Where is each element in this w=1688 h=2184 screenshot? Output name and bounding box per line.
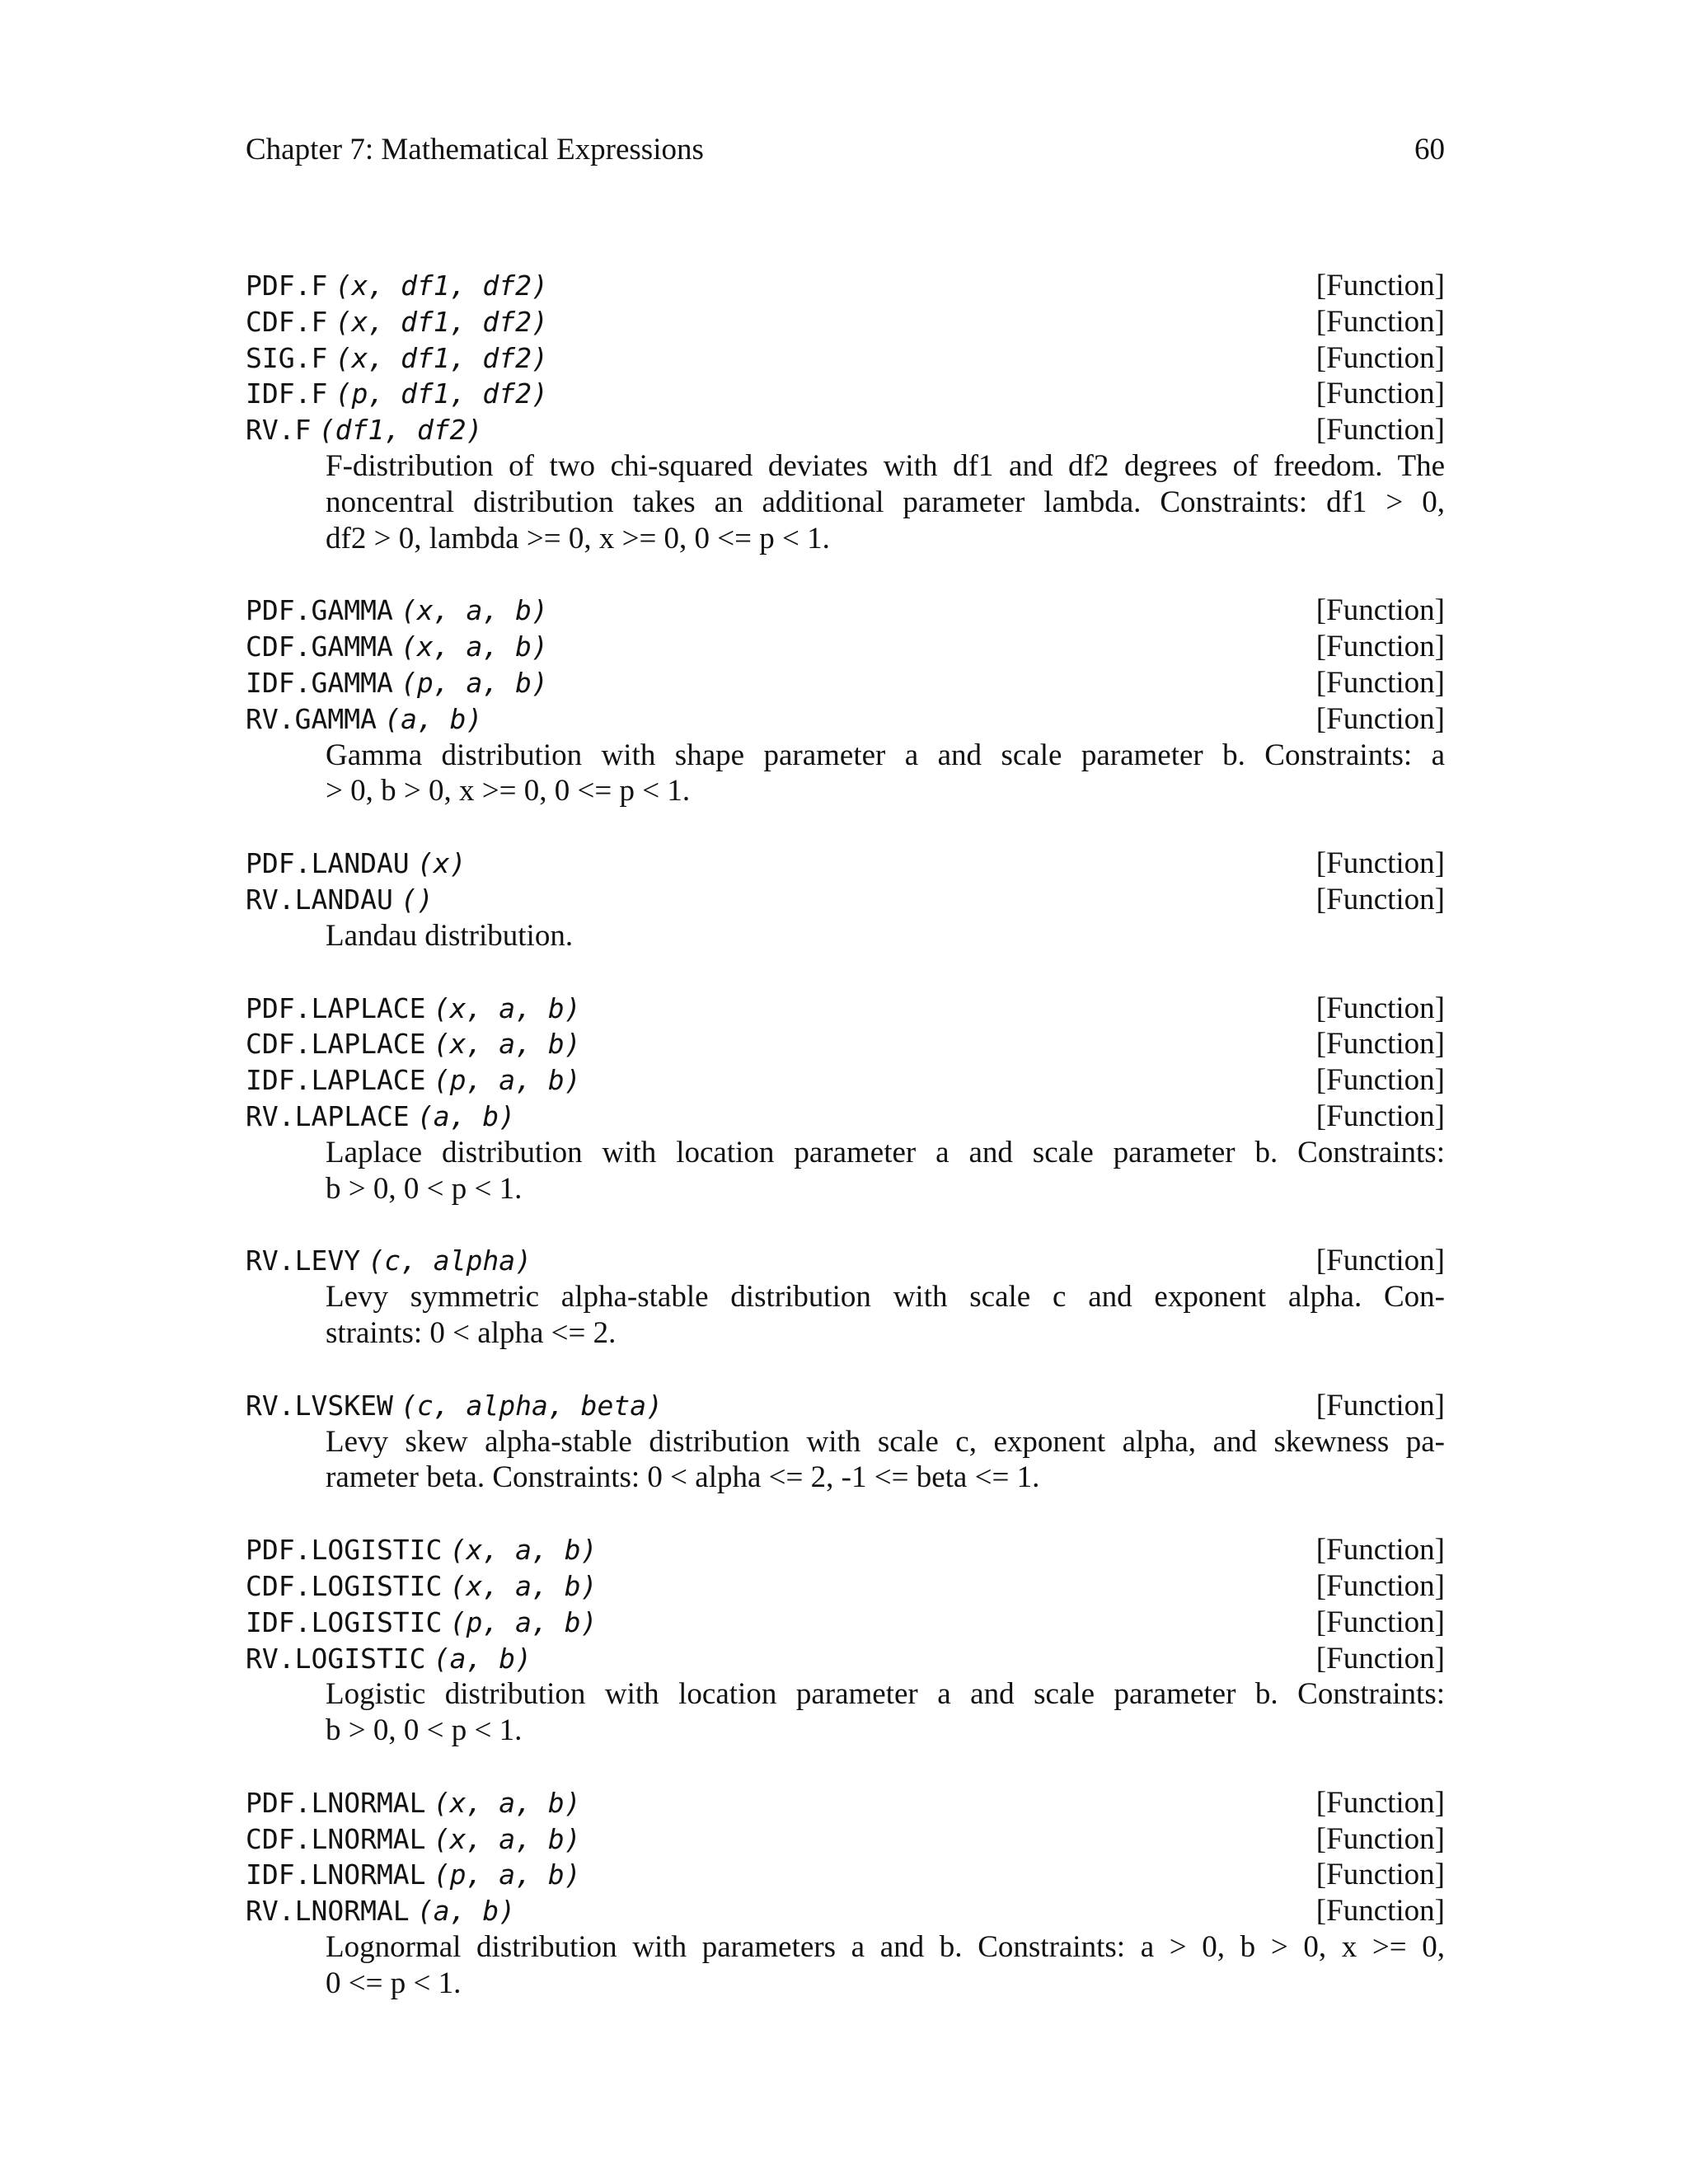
function-category: [Function] [1315, 1568, 1445, 1603]
description-line: Levy symmetric alpha-stable distribution with scale c and exponent alpha. Con- [326, 1280, 1445, 1315]
function-signature [246, 304, 548, 340]
description-line: Gamma distribution with shape parameter a and scale parameter b. Constraints: a [326, 738, 1445, 772]
function-category: [Function] [1315, 593, 1445, 628]
description-line: > 0, b > 0, x >= 0, 0 <= p < 1. [326, 774, 691, 808]
function-signature [246, 1568, 597, 1605]
function-name: PDF.LAPLACE [246, 991, 426, 1024]
entry-lognormal-distribution [246, 1785, 1445, 2002]
chapter-title: Chapter 7: Mathematical Expressions [246, 133, 704, 166]
function-category: [Function] [1315, 665, 1445, 700]
function-name: PDF.LNORMAL [246, 1786, 426, 1819]
function-signature [246, 1893, 515, 1929]
function-definition [246, 629, 1445, 665]
function-definition [246, 268, 1445, 304]
function-params: (a, b) [416, 1099, 516, 1132]
entry-laplace-distribution [246, 991, 1445, 1207]
function-category: [Function] [1315, 269, 1445, 302]
description-line: straints: 0 < alpha <= 2. [326, 1315, 617, 1350]
function-category: [Function] [1315, 1388, 1445, 1422]
function-signature [246, 376, 548, 412]
function-params: (c, alpha, beta) [401, 1389, 663, 1422]
function-signature [246, 1388, 663, 1424]
function-category: [Function] [1315, 991, 1445, 1025]
description-line: b > 0, 0 < p < 1. [326, 1713, 523, 1748]
function-description [326, 1279, 1445, 1352]
entry-logistic-distribution [246, 1532, 1445, 1749]
description-line: noncentral distribution takes an additional parameter lambda. Constraints: df1 > 0, [326, 485, 1445, 519]
function-description [326, 1135, 1445, 1207]
entry-landau-distribution [246, 846, 1445, 954]
function-name: CDF.LAPLACE [246, 1028, 426, 1061]
function-params: (x, df1, df2) [335, 341, 548, 374]
function-definition [246, 701, 1445, 738]
function-definition [246, 412, 1445, 448]
function-name: CDF.LNORMAL [246, 1822, 426, 1855]
function-definition [246, 1893, 1445, 1929]
function-definition [246, 882, 1445, 918]
description-line: b > 0, 0 < p < 1. [326, 1171, 523, 1206]
entry-levy-distribution [246, 1243, 1445, 1351]
function-definition [246, 1243, 1445, 1279]
entry-gamma-distribution [246, 593, 1445, 809]
function-signature [246, 701, 482, 738]
function-name: RV.LNORMAL [246, 1895, 410, 1928]
function-name: PDF.LOGISTIC [246, 1534, 443, 1567]
function-signature [246, 412, 482, 448]
function-params: (x, a, b) [401, 594, 548, 627]
function-params: (x, a, b) [433, 991, 581, 1024]
function-signature [246, 1243, 532, 1279]
function-params: (p, a, b) [433, 1064, 581, 1097]
function-signature [246, 846, 467, 882]
function-category: [Function] [1315, 377, 1445, 411]
function-signature [246, 629, 548, 665]
function-name: CDF.GAMMA [246, 630, 393, 663]
function-params: (p, df1, df2) [335, 377, 548, 410]
function-definition [246, 1388, 1445, 1424]
function-signature [246, 1532, 597, 1568]
function-params: (x, df1, df2) [335, 305, 548, 338]
function-params: (p, a, b) [401, 666, 548, 699]
function-category: [Function] [1315, 701, 1445, 736]
function-signature [246, 1026, 581, 1062]
function-signature [246, 1099, 515, 1135]
function-category: [Function] [1315, 1785, 1445, 1820]
description-line: df2 > 0, lambda >= 0, x >= 0, 0 <= p < 1. [326, 521, 830, 555]
description-line: Levy skew alpha-stable distribution with scale c, exponent alpha, and skewness pa- [326, 1424, 1445, 1459]
function-definition [246, 1785, 1445, 1821]
function-definition [246, 304, 1445, 340]
function-reference [246, 268, 1445, 2038]
function-definition [246, 1062, 1445, 1099]
function-definition [246, 1605, 1445, 1641]
function-params: (x, a, b) [433, 1028, 581, 1061]
description-line: Laplace distribution with location parameter a and scale parameter b. Constraints: [326, 1135, 1445, 1169]
function-signature [246, 268, 548, 304]
function-name: PDF.F [246, 269, 328, 302]
description-line: Logistic distribution with location parameter a and scale parameter b. Constraints: [326, 1677, 1445, 1712]
function-signature [246, 665, 548, 701]
function-category: [Function] [1315, 413, 1445, 448]
function-category: [Function] [1315, 1894, 1445, 1929]
function-signature [246, 1821, 581, 1858]
function-name: IDF.LAPLACE [246, 1064, 426, 1097]
function-params: (x, a, b) [433, 1786, 581, 1819]
function-category: [Function] [1315, 304, 1445, 339]
function-category: [Function] [1315, 340, 1445, 375]
function-params: () [401, 883, 434, 916]
function-category: [Function] [1315, 1605, 1445, 1639]
function-signature [246, 593, 548, 629]
function-params: (x, a, b) [401, 630, 548, 663]
function-definition [246, 340, 1445, 377]
function-params: (x, a, b) [433, 1822, 581, 1855]
function-name: RV.LOGISTIC [246, 1642, 426, 1675]
function-category: [Function] [1315, 882, 1445, 916]
entry-f-distribution [246, 268, 1445, 556]
page-number: 60 [1414, 133, 1445, 166]
function-params: (df1, df2) [318, 414, 483, 447]
function-params: (a, b) [433, 1642, 532, 1675]
function-description [326, 1676, 1445, 1749]
function-definition [246, 1026, 1445, 1062]
function-signature [246, 1785, 581, 1821]
function-definition [246, 1641, 1445, 1677]
function-name: SIG.F [246, 341, 328, 374]
description-line: Lognormal distribution with parameters a and b. Constraints: a > 0, b > 0, x >= 0, [326, 1930, 1445, 1965]
function-definition [246, 1099, 1445, 1135]
function-description [326, 1424, 1445, 1497]
function-name: IDF.GAMMA [246, 666, 393, 699]
function-category: [Function] [1315, 1099, 1445, 1133]
function-definition [246, 991, 1445, 1027]
function-category: [Function] [1315, 1858, 1445, 1892]
function-definition [246, 665, 1445, 701]
entry-levy-skew-distribution [246, 1388, 1445, 1496]
function-params: (c, alpha) [368, 1244, 532, 1277]
function-params: (a, b) [384, 702, 483, 735]
function-name: IDF.F [246, 377, 328, 410]
function-category: [Function] [1315, 1063, 1445, 1098]
function-name: IDF.LNORMAL [246, 1858, 426, 1891]
function-signature [246, 882, 434, 918]
page-header [246, 130, 1445, 170]
function-category: [Function] [1315, 1533, 1445, 1568]
function-category: [Function] [1315, 630, 1445, 664]
function-params: (p, a, b) [433, 1858, 581, 1891]
function-description [326, 1929, 1445, 2002]
function-definition [246, 1821, 1445, 1858]
function-category: [Function] [1315, 846, 1445, 881]
function-params: (a, b) [416, 1895, 516, 1928]
function-name: CDF.LOGISTIC [246, 1569, 443, 1602]
description-line: 0 <= p < 1. [326, 1966, 462, 2000]
function-signature [246, 340, 548, 377]
function-definition [246, 846, 1445, 882]
function-params: (x) [416, 847, 467, 880]
function-name: PDF.GAMMA [246, 594, 393, 627]
function-category: [Function] [1315, 1027, 1445, 1062]
function-category: [Function] [1315, 1641, 1445, 1675]
function-definition [246, 1568, 1445, 1605]
function-name: RV.GAMMA [246, 702, 377, 735]
function-signature [246, 1062, 581, 1099]
description-line: Landau distribution. [326, 918, 574, 953]
function-params: (x, df1, df2) [335, 269, 548, 302]
function-definition [246, 376, 1445, 412]
function-signature [246, 1641, 532, 1677]
function-signature [246, 991, 581, 1027]
function-name: RV.LVSKEW [246, 1389, 393, 1422]
function-signature [246, 1857, 581, 1893]
function-definition [246, 1857, 1445, 1893]
function-definition [246, 1532, 1445, 1568]
function-params: (x, a, b) [449, 1569, 598, 1602]
function-name: CDF.F [246, 305, 328, 338]
function-params: (x, a, b) [449, 1534, 598, 1567]
function-name: RV.F [246, 414, 312, 447]
function-name: RV.LANDAU [246, 883, 393, 916]
function-description [326, 918, 1445, 954]
function-name: RV.LAPLACE [246, 1099, 410, 1132]
function-category: [Function] [1315, 1244, 1445, 1278]
function-name: IDF.LOGISTIC [246, 1605, 443, 1638]
function-description [326, 738, 1445, 810]
function-params: (p, a, b) [449, 1605, 598, 1638]
function-name: RV.LEVY [246, 1244, 361, 1277]
function-description [326, 448, 1445, 556]
function-category: [Function] [1315, 1821, 1445, 1856]
description-line: F-distribution of two chi-squared deviates with df1 and df2 degrees of freedom. The [326, 448, 1445, 483]
function-definition [246, 593, 1445, 629]
description-line: rameter beta. Constraints: 0 < alpha <= 2, -1 <= beta <= 1. [326, 1460, 1040, 1495]
function-signature [246, 1605, 597, 1641]
function-name: PDF.LANDAU [246, 847, 410, 880]
